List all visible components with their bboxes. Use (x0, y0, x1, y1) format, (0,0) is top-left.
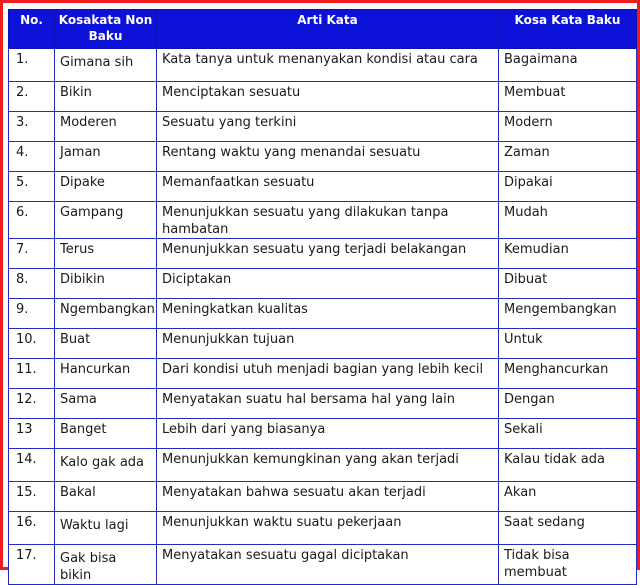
cell-non-baku: Bakal (55, 482, 157, 512)
table-row (9, 269, 637, 299)
cell-no: 17. (9, 545, 55, 585)
header-row (9, 10, 637, 49)
cell-arti: Menunjukkan tujuan (157, 329, 499, 359)
table-header (9, 10, 637, 49)
table-row (9, 482, 637, 512)
table-row (9, 172, 637, 202)
cell-no: 3. (9, 112, 55, 142)
cell-arti: Menunjukkan sesuatu yang dilakukan tanpa hambatan (157, 202, 499, 239)
cell-baku: Saat sedang (499, 512, 637, 545)
cell-baku: Menghancurkan (499, 359, 637, 389)
cell-non-baku: Gak bisa bikin (55, 545, 157, 585)
cell-arti: Kata tanya untuk menanyakan kondisi atau cara (157, 49, 499, 82)
cell-no: 10. (9, 329, 55, 359)
cell-arti: Dari kondisi utuh menjadi bagian yang lebih kecil (157, 359, 499, 389)
cell-non-baku: Terus (55, 239, 157, 269)
cell-no: 14. (9, 449, 55, 482)
cell-no: 6. (9, 202, 55, 239)
table-row (9, 112, 637, 142)
cell-non-baku: Moderen (55, 112, 157, 142)
table-row (9, 239, 637, 269)
cell-no: 12. (9, 389, 55, 419)
table-row (9, 82, 637, 112)
cell-arti: Memanfaatkan sesuatu (157, 172, 499, 202)
cell-arti: Rentang waktu yang menandai sesuatu (157, 142, 499, 172)
header-non-baku: Kosakata Non Baku (55, 10, 157, 49)
cell-baku: Dibuat (499, 269, 637, 299)
table-row (9, 49, 637, 82)
header-no: No. (9, 10, 55, 49)
header-arti: Arti Kata (157, 10, 499, 49)
table-row (9, 389, 637, 419)
table-row (9, 545, 637, 585)
cell-baku: Zaman (499, 142, 637, 172)
table-row (9, 299, 637, 329)
table-row (9, 142, 637, 172)
cell-arti: Menyatakan bahwa sesuatu akan terjadi (157, 482, 499, 512)
cell-no: 8. (9, 269, 55, 299)
cell-arti: Diciptakan (157, 269, 499, 299)
cell-baku: Mengembangkan (499, 299, 637, 329)
header-baku: Kosa Kata Baku (499, 10, 637, 49)
cell-no: 11. (9, 359, 55, 389)
table-row (9, 449, 637, 482)
cell-no: 16. (9, 512, 55, 545)
cell-arti: Menyatakan sesuatu gagal diciptakan (157, 545, 499, 585)
table-row (9, 329, 637, 359)
cell-arti: Lebih dari yang biasanya (157, 419, 499, 449)
cell-non-baku: Kalo gak ada (55, 449, 157, 482)
cell-baku: Kalau tidak ada (499, 449, 637, 482)
cell-non-baku: Hancurkan (55, 359, 157, 389)
cell-arti: Meningkatkan kualitas (157, 299, 499, 329)
cell-arti: Menciptakan sesuatu (157, 82, 499, 112)
cell-non-baku: Dibikin (55, 269, 157, 299)
cell-no: 13 (9, 419, 55, 449)
cell-non-baku: Banget (55, 419, 157, 449)
cell-no: 2. (9, 82, 55, 112)
cell-baku: Kemudian (499, 239, 637, 269)
cell-arti: Menunjukkan sesuatu yang terjadi belakangan (157, 239, 499, 269)
cell-baku: Membuat (499, 82, 637, 112)
cell-baku: Untuk (499, 329, 637, 359)
table-row (9, 359, 637, 389)
cell-no: 7. (9, 239, 55, 269)
cell-baku: Dengan (499, 389, 637, 419)
cell-baku: Modern (499, 112, 637, 142)
vocabulary-table (8, 9, 637, 585)
cell-arti: Sesuatu yang terkini (157, 112, 499, 142)
cell-baku: Akan (499, 482, 637, 512)
cell-no: 15. (9, 482, 55, 512)
cell-arti: Menunjukkan kemungkinan yang akan terjadi (157, 449, 499, 482)
cell-no: 5. (9, 172, 55, 202)
cell-baku: Bagaimana (499, 49, 637, 82)
cell-non-baku: Ngembangkan (55, 299, 157, 329)
cell-baku: Sekali (499, 419, 637, 449)
cell-arti: Menunjukkan waktu suatu pekerjaan (157, 512, 499, 545)
table-row (9, 202, 637, 239)
table-row (9, 512, 637, 545)
cell-no: 9. (9, 299, 55, 329)
cell-non-baku: Buat (55, 329, 157, 359)
table-body (9, 49, 637, 585)
cell-baku: Dipakai (499, 172, 637, 202)
cell-non-baku: Gimana sih (55, 49, 157, 82)
cell-non-baku: Bikin (55, 82, 157, 112)
cell-non-baku: Waktu lagi (55, 512, 157, 545)
cell-non-baku: Dipake (55, 172, 157, 202)
cell-arti: Menyatakan suatu hal bersama hal yang lain (157, 389, 499, 419)
cell-non-baku: Gampang (55, 202, 157, 239)
cell-no: 1. (9, 49, 55, 82)
cell-baku: Mudah (499, 202, 637, 239)
cell-non-baku: Sama (55, 389, 157, 419)
cell-non-baku: Jaman (55, 142, 157, 172)
cell-no: 4. (9, 142, 55, 172)
table-row (9, 419, 637, 449)
cell-baku: Tidak bisa membuat (499, 545, 637, 585)
